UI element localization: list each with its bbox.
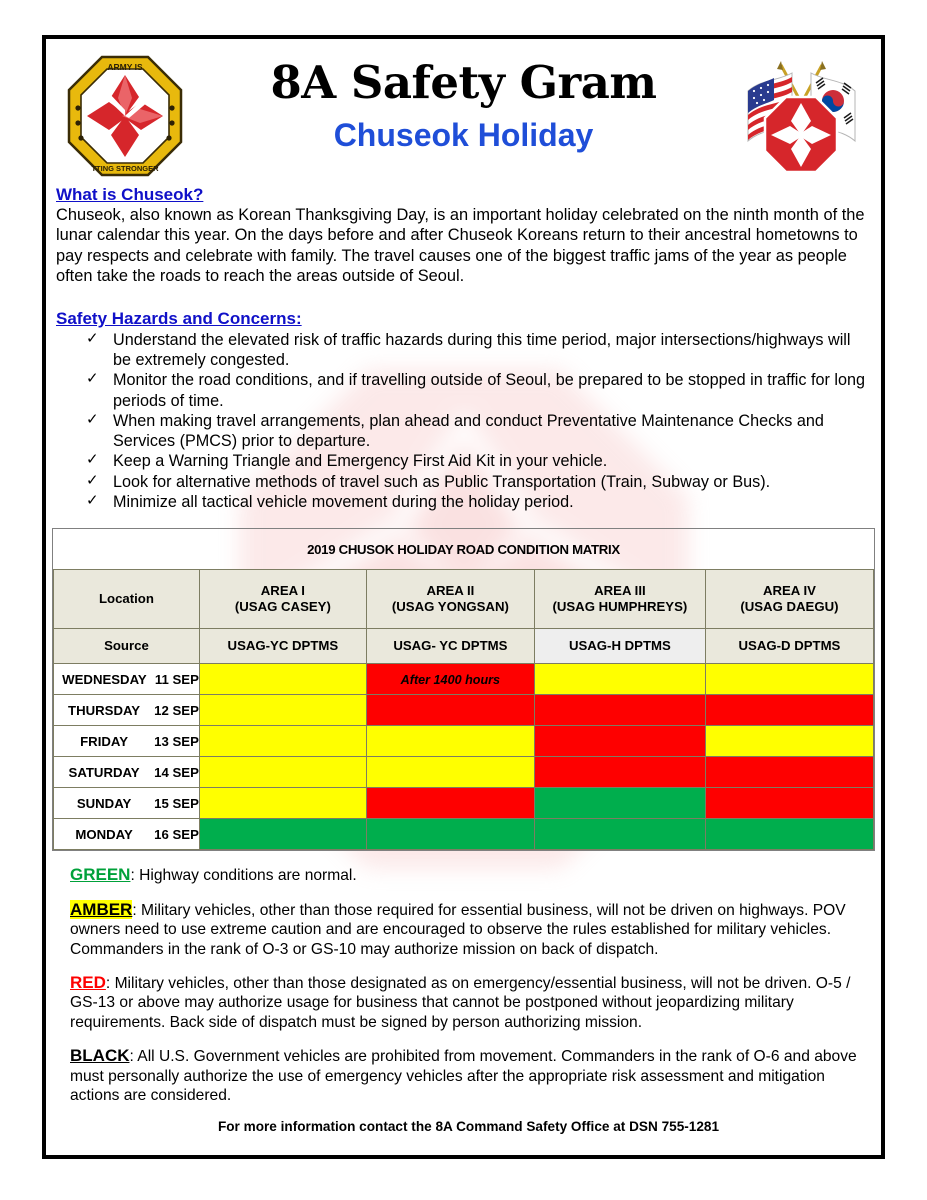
matrix-col-area-2	[366, 570, 534, 629]
title-block	[196, 57, 731, 155]
condition-cell: After 1400 hours	[366, 664, 534, 695]
day-date: 14 SEP	[154, 764, 199, 780]
what-is-chuseok-paragraph: Chuseok, also known as Korean Thanksgiving Day, is an important holiday celebrated on the ninth month of the lunar calendar this year. On the days before and after Chuseok Koreans return to their ancestral hometowns to pay respects and celebrate with family. The travel causes one of the biggest traffic jams of the year as people often take the roads to reach the areas outside of Seoul.	[56, 206, 865, 286]
document-frame	[42, 35, 885, 1159]
page-subtitle: Chuseok Holiday	[333, 117, 594, 153]
legend-keyword: BLACK	[70, 1046, 130, 1066]
area-usag: (USAG HUMPHREYS)	[552, 599, 688, 615]
page-title: 8A Safety Gram	[270, 56, 657, 109]
day-name: MONDAY	[75, 826, 133, 842]
legend-text: : Military vehicles, other than those required for essential business, will not be driven on highways. POV owners need to use extreme caution and are encouraged to observe the rules established for military vehicles. Commanders in the rank of O-3 or GS-10 may authorize mission on back of dispatch.	[70, 901, 846, 958]
condition-cell	[199, 788, 366, 819]
day-date: 15 SEP	[154, 795, 199, 811]
legend-text: : All U.S. Government vehicles are prohibited from movement. Commanders in the rank of O-6 and above must personally authorize the use of emergency vehicles after the appropriate risk assessment and mitigation actions are considered.	[70, 1048, 857, 1104]
condition-cell	[199, 664, 366, 695]
list-item	[86, 451, 869, 471]
list-item	[86, 492, 869, 512]
day-date: 12 SEP	[154, 702, 199, 718]
safety-hazards-list	[56, 330, 869, 513]
day-date: 11 SEP	[154, 671, 199, 687]
condition-cell	[705, 819, 873, 850]
document-header	[46, 39, 881, 184]
safety-hazards-heading: Safety Hazards and Concerns:	[56, 308, 302, 328]
matrix-source-label: Source	[54, 629, 200, 664]
area-name: AREA IV	[762, 583, 816, 599]
matrix-source-area-2: USAG- YC DPTMS	[366, 629, 534, 664]
condition-cell	[366, 788, 534, 819]
day-name: WEDNESDAY	[62, 671, 147, 687]
list-item-text: Monitor the road conditions, and if travelling outside of Seoul, be prepared to be stopped in traffic for long periods of time.	[113, 371, 865, 410]
matrix-source-row	[54, 629, 874, 664]
svg-text:ARMY IS: ARMY IS	[107, 62, 143, 72]
condition-cell	[534, 664, 705, 695]
list-item-text: Understand the elevated risk of traffic hazards during this time period, major intersections/highways will be extremely congested.	[113, 330, 851, 369]
list-item-text: Keep a Warning Triangle and Emergency First Aid Kit in your vehicle.	[113, 452, 608, 471]
what-is-chuseok-heading: What is Chuseok?	[56, 185, 204, 204]
condition-legend	[46, 851, 881, 1134]
condition-cell	[366, 726, 534, 757]
day-name: SUNDAY	[76, 795, 132, 811]
checkmark-icon: ✓	[86, 471, 99, 489]
area-name: AREA I	[260, 583, 305, 599]
condition-cell	[199, 726, 366, 757]
table-row	[54, 695, 874, 726]
day-name: SATURDAY	[68, 764, 140, 780]
eighth-army-insignia-icon	[64, 53, 186, 179]
us-korea-flags-emblem-icon	[734, 51, 869, 179]
checkmark-icon: ✓	[86, 329, 99, 347]
list-item	[86, 472, 869, 492]
condition-cell	[366, 695, 534, 726]
matrix-col-area-3	[534, 570, 705, 629]
condition-cell	[534, 726, 705, 757]
legend-keyword: GREEN	[70, 865, 131, 885]
table-row	[54, 757, 874, 788]
legend-entry-amber	[70, 900, 867, 959]
day-date: 13 SEP	[154, 733, 199, 749]
legend-entry-black	[70, 1046, 867, 1105]
legend-entry-green	[70, 865, 867, 885]
condition-cell	[705, 695, 873, 726]
condition-cell	[199, 695, 366, 726]
condition-cell	[705, 757, 873, 788]
contact-footer: For more information contact the 8A Command Safety Office at DSN 755-1281	[217, 1119, 720, 1135]
legend-text: : Highway conditions are normal.	[130, 867, 357, 885]
matrix-source-area-1: USAG-YC DPTMS	[199, 629, 366, 664]
day-date: 16 SEP	[154, 826, 199, 842]
condition-cell	[366, 819, 534, 850]
day-name: FRIDAY	[80, 733, 128, 749]
list-item-text: Look for alternative methods of travel such as Public Transportation (Train, Subway or Bus).	[113, 472, 771, 491]
table-row	[54, 788, 874, 819]
matrix-day-label	[54, 819, 200, 850]
road-condition-matrix	[52, 528, 875, 851]
condition-cell	[534, 757, 705, 788]
document-content	[46, 39, 881, 1134]
matrix-source-area-3: USAG-H DPTMS	[534, 629, 705, 664]
checkmark-icon: ✓	[86, 410, 99, 428]
matrix-day-label	[54, 664, 200, 695]
condition-cell	[705, 726, 873, 757]
condition-cell	[534, 819, 705, 850]
table-row	[54, 819, 874, 850]
area-usag: (USAG DAEGU)	[740, 599, 839, 615]
legend-keyword: RED	[70, 972, 106, 992]
matrix-col-area-4	[705, 570, 873, 629]
table-row	[54, 664, 874, 695]
legend-keyword: AMBER	[70, 899, 133, 919]
matrix-day-label	[54, 695, 200, 726]
matrix-source-area-4: USAG-D DPTMS	[705, 629, 873, 664]
list-item-text: When making travel arrangements, plan ahead and conduct Preventative Maintenance Checks and Services (PMCS) prior to departure.	[113, 411, 824, 451]
checkmark-icon: ✓	[86, 370, 99, 388]
matrix-day-label	[54, 726, 200, 757]
area-name: AREA III	[594, 583, 646, 599]
condition-cell	[534, 788, 705, 819]
matrix-day-label	[54, 757, 200, 788]
condition-cell	[705, 664, 873, 695]
matrix-day-label	[54, 788, 200, 819]
matrix-col-area-1	[199, 570, 366, 629]
area-usag: (USAG YONGSAN)	[391, 599, 509, 615]
body-text-block	[46, 184, 881, 512]
matrix-location-label: Location	[54, 570, 200, 629]
day-name: THURSDAY	[68, 702, 141, 718]
checkmark-icon: ✓	[86, 451, 99, 469]
condition-cell	[366, 757, 534, 788]
legend-entry-red	[70, 973, 867, 1032]
area-name: AREA II	[426, 583, 475, 599]
condition-cell	[199, 757, 366, 788]
checkmark-icon: ✓	[86, 492, 99, 509]
svg-text:TTING STRONGER: TTING STRONGER	[91, 164, 159, 173]
list-item	[86, 411, 869, 452]
condition-cell	[199, 819, 366, 850]
legend-text: : Military vehicles, other than those designated as on emergency/essential business, will not be driven. O-5 / GS-13 or above may authorize usage for business that cannot be postponed without jeopardizing military requirements. Back side of dispatch must be signed by person authorizing mission.	[70, 974, 851, 1031]
list-item	[86, 370, 869, 411]
condition-cell	[534, 695, 705, 726]
area-usag: (USAG CASEY)	[234, 599, 331, 615]
matrix-header-row	[54, 570, 874, 629]
matrix-title: 2019 CHUSOK HOLIDAY ROAD CONDITION MATRIX	[307, 541, 620, 557]
table-row	[54, 726, 874, 757]
condition-cell	[705, 788, 873, 819]
list-item	[86, 330, 869, 371]
list-item-text: Minimize all tactical vehicle movement during the holiday period.	[113, 493, 574, 511]
